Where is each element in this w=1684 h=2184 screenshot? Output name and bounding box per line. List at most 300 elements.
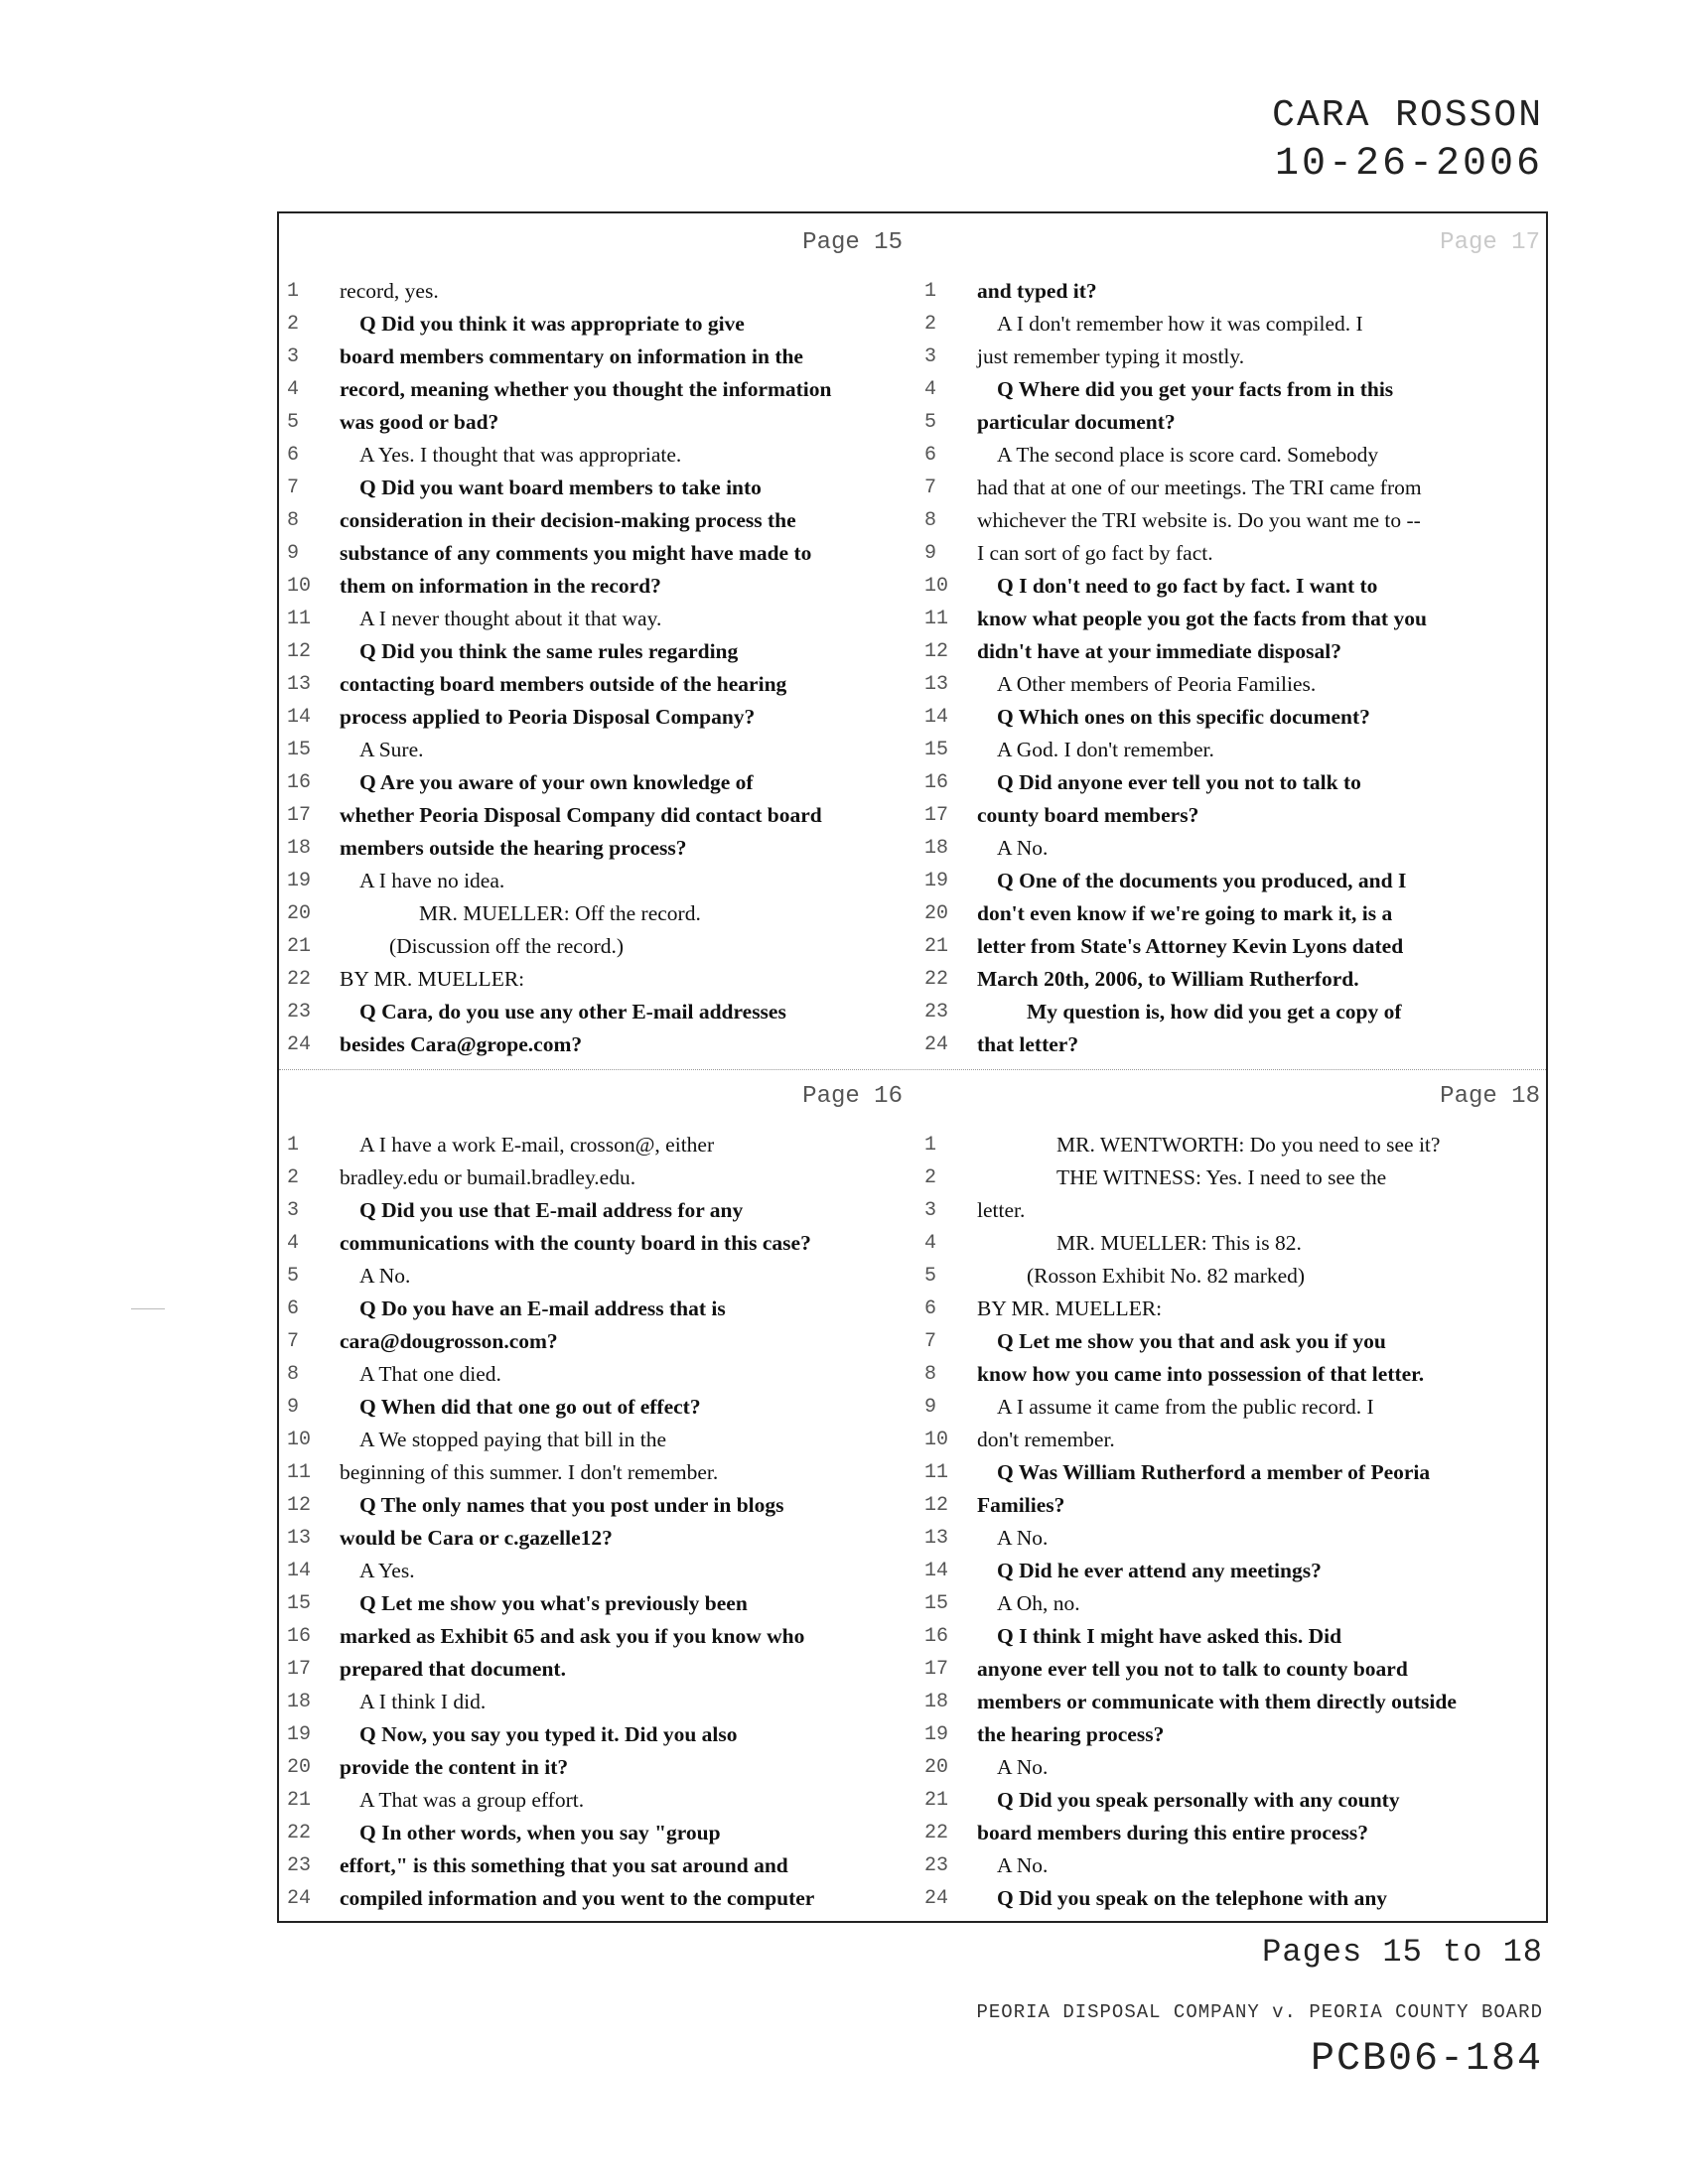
line-number: 22 bbox=[924, 1822, 949, 1844]
transcript-line bbox=[283, 635, 911, 668]
transcript-line bbox=[920, 766, 1548, 799]
line-number: 17 bbox=[287, 1658, 312, 1681]
line-number: 9 bbox=[287, 542, 300, 565]
line-number: 18 bbox=[924, 837, 949, 860]
line-number: 18 bbox=[287, 837, 312, 860]
transcript-line bbox=[283, 1391, 911, 1424]
line-text: them on information in the record? bbox=[340, 574, 661, 598]
line-text: THE WITNESS: Yes. I need to see the bbox=[1056, 1165, 1387, 1189]
transcript-line bbox=[283, 1293, 911, 1325]
line-text: communications with the county board in this case? bbox=[340, 1231, 811, 1255]
line-text: letter from State's Attorney Kevin Lyons dated bbox=[977, 934, 1404, 958]
line-number: 14 bbox=[924, 1560, 949, 1582]
transcript-line bbox=[283, 1653, 911, 1686]
line-text: Q Did you think the same rules regarding bbox=[359, 639, 739, 663]
line-text: just remember typing it mostly. bbox=[977, 344, 1245, 368]
transcript-line bbox=[283, 570, 911, 603]
line-number: 20 bbox=[924, 1756, 949, 1779]
line-text: Q In other words, when you say "group bbox=[359, 1821, 721, 1844]
line-number: 13 bbox=[287, 1527, 312, 1550]
witness-name: CARA ROSSON bbox=[1272, 94, 1543, 137]
line-number: 10 bbox=[924, 575, 949, 598]
transcript-line bbox=[283, 1424, 911, 1456]
transcript-line bbox=[283, 1456, 911, 1489]
transcript-line bbox=[920, 1817, 1548, 1849]
line-text: board members commentary on information in the bbox=[340, 344, 803, 368]
transcript-line bbox=[283, 766, 911, 799]
margin-mark bbox=[131, 1308, 165, 1309]
transcript-line bbox=[920, 897, 1548, 930]
line-number: 10 bbox=[287, 575, 312, 598]
line-number: 1 bbox=[287, 1134, 300, 1157]
line-number: 12 bbox=[287, 1494, 312, 1517]
transcript-line bbox=[920, 406, 1548, 439]
line-text: record, yes. bbox=[340, 279, 439, 303]
line-text: A No. bbox=[997, 836, 1049, 860]
line-number: 21 bbox=[287, 935, 312, 958]
transcript-line bbox=[283, 1882, 911, 1915]
line-number: 9 bbox=[924, 542, 937, 565]
line-text: particular document? bbox=[977, 410, 1176, 434]
line-number: 19 bbox=[924, 1723, 949, 1746]
transcript-line bbox=[920, 1620, 1548, 1653]
line-number: 24 bbox=[287, 1033, 312, 1056]
line-number: 3 bbox=[287, 345, 300, 368]
transcript-line bbox=[283, 341, 911, 373]
transcript-line bbox=[920, 1587, 1548, 1620]
line-number: 14 bbox=[287, 706, 312, 729]
line-text: prepared that document. bbox=[340, 1657, 566, 1681]
transcript-line bbox=[920, 1194, 1548, 1227]
transcript-line bbox=[283, 1555, 911, 1587]
line-text: A I assume it came from the public record. I bbox=[997, 1395, 1374, 1419]
line-number: 20 bbox=[287, 1756, 312, 1779]
transcript-line bbox=[283, 799, 911, 832]
transcript-line bbox=[920, 930, 1548, 963]
transcript-line bbox=[283, 275, 911, 308]
line-number: 16 bbox=[924, 1625, 949, 1648]
transcript-line bbox=[283, 865, 911, 897]
line-text: My question is, how did you get a copy of bbox=[1027, 1000, 1402, 1024]
footer-case-number: PCB06-184 bbox=[1310, 2037, 1543, 2082]
page-15-panel bbox=[283, 219, 911, 1071]
line-number: 24 bbox=[924, 1887, 949, 1910]
transcript-line bbox=[283, 504, 911, 537]
footer-pages: Pages 15 to 18 bbox=[1262, 1934, 1543, 1971]
line-number: 16 bbox=[924, 771, 949, 794]
line-text: consideration in their decision-making process the bbox=[340, 508, 796, 532]
line-text: Q Did you use that E-mail address for any bbox=[359, 1198, 744, 1222]
transcript-line bbox=[920, 734, 1548, 766]
line-number: 24 bbox=[924, 1033, 949, 1056]
line-text: Q Now, you say you typed it. Did you also bbox=[359, 1722, 738, 1746]
line-text: Q Did you speak on the telephone with any bbox=[997, 1886, 1388, 1910]
transcript-line bbox=[920, 1358, 1548, 1391]
line-number: 2 bbox=[924, 313, 937, 336]
line-number: 4 bbox=[924, 378, 937, 401]
line-text: A That one died. bbox=[359, 1362, 501, 1386]
line-number: 22 bbox=[287, 968, 312, 991]
line-number: 17 bbox=[924, 1658, 949, 1681]
transcript-line bbox=[920, 1161, 1548, 1194]
line-text: the hearing process? bbox=[977, 1722, 1165, 1746]
line-text: MR. MUELLER: This is 82. bbox=[1056, 1231, 1302, 1255]
line-text: whichever the TRI website is. Do you want me to -- bbox=[977, 508, 1421, 532]
transcript-line bbox=[920, 1653, 1548, 1686]
transcript-line bbox=[920, 275, 1548, 308]
transcript-line bbox=[920, 570, 1548, 603]
transcript-line bbox=[920, 701, 1548, 734]
transcript-line bbox=[283, 897, 911, 930]
page-label: Page 15 bbox=[802, 229, 903, 256]
transcript-line bbox=[920, 832, 1548, 865]
transcript-line bbox=[920, 603, 1548, 635]
line-text: Q One of the documents you produced, and I bbox=[997, 869, 1407, 892]
line-number: 16 bbox=[287, 1625, 312, 1648]
line-text: bradley.edu or bumail.bradley.edu. bbox=[340, 1165, 636, 1189]
line-number: 7 bbox=[287, 1330, 300, 1353]
line-number: 9 bbox=[924, 1396, 937, 1419]
transcript-line bbox=[920, 1522, 1548, 1555]
line-text: didn't have at your immediate disposal? bbox=[977, 639, 1341, 663]
line-text: Q Did you want board members to take into bbox=[359, 476, 762, 499]
transcript-line bbox=[920, 1129, 1548, 1161]
transcript-line bbox=[920, 1424, 1548, 1456]
line-text: A No. bbox=[997, 1526, 1049, 1550]
line-text: (Rosson Exhibit No. 82 marked) bbox=[1027, 1264, 1306, 1288]
line-text: A Other members of Peoria Families. bbox=[997, 672, 1317, 696]
line-text: Q When did that one go out of effect? bbox=[359, 1395, 701, 1419]
line-number: 19 bbox=[924, 870, 949, 892]
line-number: 4 bbox=[287, 1232, 300, 1255]
transcript-line bbox=[283, 1325, 911, 1358]
line-text: A No. bbox=[359, 1264, 411, 1288]
line-number: 15 bbox=[287, 739, 312, 761]
line-text: A I never thought about it that way. bbox=[359, 607, 662, 630]
transcript-line bbox=[920, 996, 1548, 1028]
line-text: besides Cara@grope.com? bbox=[340, 1032, 583, 1056]
line-text: Q Did anyone ever tell you not to talk to bbox=[997, 770, 1361, 794]
line-text: A God. I don't remember. bbox=[997, 738, 1214, 761]
line-number: 5 bbox=[924, 1265, 937, 1288]
transcript-line bbox=[283, 373, 911, 406]
line-text: don't remember. bbox=[977, 1428, 1115, 1451]
line-text: A I don't remember how it was compiled. I bbox=[997, 312, 1363, 336]
line-text: A That was a group effort. bbox=[359, 1788, 585, 1812]
transcript-line bbox=[920, 373, 1548, 406]
line-number: 15 bbox=[287, 1592, 312, 1615]
line-number: 3 bbox=[924, 345, 937, 368]
footer-case-title: PEORIA DISPOSAL COMPANY v. PEORIA COUNTY BOARD bbox=[976, 2001, 1543, 2023]
line-number: 13 bbox=[924, 1527, 949, 1550]
transcript-lines bbox=[283, 1129, 911, 1915]
line-text: Q Where did you get your facts from in this bbox=[997, 377, 1394, 401]
transcript-line bbox=[283, 1522, 911, 1555]
line-text: BY MR. MUELLER: bbox=[340, 967, 525, 991]
line-text: Families? bbox=[977, 1493, 1065, 1517]
transcript-line bbox=[283, 1686, 911, 1718]
line-number: 2 bbox=[924, 1166, 937, 1189]
line-text: board members during this entire process? bbox=[977, 1821, 1368, 1844]
line-number: 20 bbox=[924, 902, 949, 925]
transcript-line bbox=[920, 668, 1548, 701]
transcript-line bbox=[283, 1161, 911, 1194]
line-number: 8 bbox=[924, 509, 937, 532]
line-text: A Yes. I thought that was appropriate. bbox=[359, 443, 682, 467]
line-number: 1 bbox=[924, 1134, 937, 1157]
line-text: contacting board members outside of the hearing bbox=[340, 672, 787, 696]
line-number: 21 bbox=[287, 1789, 312, 1812]
line-text: Q Do you have an E-mail address that is bbox=[359, 1297, 726, 1320]
line-number: 12 bbox=[924, 1494, 949, 1517]
line-text: A We stopped paying that bill in the bbox=[359, 1428, 666, 1451]
page-label: Page 18 bbox=[1440, 1083, 1540, 1110]
line-text: record, meaning whether you thought the information bbox=[340, 377, 832, 401]
line-number: 3 bbox=[287, 1199, 300, 1222]
line-text: Q The only names that you post under in blogs bbox=[359, 1493, 784, 1517]
line-text: A I have a work E-mail, crosson@, either bbox=[359, 1133, 715, 1157]
transcript-line bbox=[283, 1784, 911, 1817]
transcript-line bbox=[283, 996, 911, 1028]
transcript-line bbox=[920, 341, 1548, 373]
transcript-line bbox=[920, 1325, 1548, 1358]
page-label: Page 17 bbox=[1440, 229, 1540, 256]
line-text: (Discussion off the record.) bbox=[389, 934, 625, 958]
line-text: letter. bbox=[977, 1198, 1026, 1222]
line-text: effort," is this something that you sat around and bbox=[340, 1853, 788, 1877]
transcript-line bbox=[920, 1555, 1548, 1587]
page-16-panel bbox=[283, 1073, 911, 1925]
page-17-panel bbox=[920, 219, 1548, 1071]
transcript-line bbox=[283, 1817, 911, 1849]
line-text: A Sure. bbox=[359, 738, 424, 761]
line-text: BY MR. MUELLER: bbox=[977, 1297, 1163, 1320]
line-text: county board members? bbox=[977, 803, 1199, 827]
line-text: whether Peoria Disposal Company did contact board bbox=[340, 803, 822, 827]
transcript-line bbox=[283, 1358, 911, 1391]
line-number: 16 bbox=[287, 771, 312, 794]
page-label: Page 16 bbox=[802, 1083, 903, 1110]
line-text: cara@dougrosson.com? bbox=[340, 1329, 558, 1353]
line-number: 12 bbox=[287, 640, 312, 663]
line-text: members or communicate with them directly outside bbox=[977, 1690, 1457, 1713]
line-number: 5 bbox=[924, 411, 937, 434]
line-text: Q Let me show you what's previously been bbox=[359, 1591, 748, 1615]
transcript-line bbox=[920, 799, 1548, 832]
line-number: 21 bbox=[924, 1789, 949, 1812]
line-number: 6 bbox=[924, 444, 937, 467]
line-number: 22 bbox=[287, 1822, 312, 1844]
transcript-line bbox=[283, 930, 911, 963]
line-number: 13 bbox=[924, 673, 949, 696]
transcript-line bbox=[283, 406, 911, 439]
line-number: 23 bbox=[287, 1854, 312, 1877]
transcript-line bbox=[920, 1391, 1548, 1424]
line-number: 11 bbox=[924, 608, 949, 630]
line-text: A Oh, no. bbox=[997, 1591, 1080, 1615]
line-text: Q I think I might have asked this. Did bbox=[997, 1624, 1342, 1648]
line-text: March 20th, 2006, to William Rutherford. bbox=[977, 967, 1359, 991]
transcript-line bbox=[283, 734, 911, 766]
transcript-line bbox=[920, 1293, 1548, 1325]
line-number: 12 bbox=[924, 640, 949, 663]
line-text: was good or bad? bbox=[340, 410, 499, 434]
line-text: Q Did he ever attend any meetings? bbox=[997, 1559, 1322, 1582]
transcript-line bbox=[920, 1489, 1548, 1522]
line-text: Q Did you speak personally with any county bbox=[997, 1788, 1400, 1812]
line-text: substance of any comments you might have made to bbox=[340, 541, 812, 565]
line-number: 23 bbox=[287, 1001, 312, 1024]
line-number: 17 bbox=[924, 804, 949, 827]
line-number: 11 bbox=[287, 1461, 312, 1484]
line-number: 11 bbox=[924, 1461, 949, 1484]
transcript-line bbox=[920, 1456, 1548, 1489]
transcript-line bbox=[283, 537, 911, 570]
transcript-line bbox=[920, 1028, 1548, 1061]
line-text: don't even know if we're going to mark it, is a bbox=[977, 901, 1393, 925]
line-number: 4 bbox=[924, 1232, 937, 1255]
transcript-line bbox=[920, 1784, 1548, 1817]
line-number: 7 bbox=[924, 477, 937, 499]
transcript-line bbox=[283, 1028, 911, 1061]
line-text: had that at one of our meetings. The TRI came from bbox=[977, 476, 1422, 499]
line-number: 20 bbox=[287, 902, 312, 925]
line-text: marked as Exhibit 65 and ask you if you know who bbox=[340, 1624, 805, 1648]
line-text: A I have no idea. bbox=[359, 869, 505, 892]
line-number: 8 bbox=[924, 1363, 937, 1386]
line-number: 6 bbox=[287, 444, 300, 467]
line-text: A Yes. bbox=[359, 1559, 415, 1582]
transcript-line bbox=[920, 1849, 1548, 1882]
line-text: MR. WENTWORTH: Do you need to see it? bbox=[1056, 1133, 1441, 1157]
transcript-line bbox=[920, 504, 1548, 537]
transcript-line bbox=[283, 472, 911, 504]
line-number: 9 bbox=[287, 1396, 300, 1419]
line-number: 15 bbox=[924, 1592, 949, 1615]
line-text: know how you came into possession of that letter. bbox=[977, 1362, 1425, 1386]
line-text: I can sort of go fact by fact. bbox=[977, 541, 1213, 565]
line-text: Q Which ones on this specific document? bbox=[997, 705, 1370, 729]
line-text: Q Let me show you that and ask you if you bbox=[997, 1329, 1386, 1353]
line-number: 23 bbox=[924, 1001, 949, 1024]
line-text: MR. MUELLER: Off the record. bbox=[419, 901, 701, 925]
transcript-lines bbox=[920, 275, 1548, 1061]
line-text: that letter? bbox=[977, 1032, 1079, 1056]
line-number: 5 bbox=[287, 1265, 300, 1288]
transcript-line bbox=[920, 1227, 1548, 1260]
transcript-line bbox=[920, 1751, 1548, 1784]
line-number: 19 bbox=[287, 870, 312, 892]
line-number: 7 bbox=[287, 477, 300, 499]
transcript-line bbox=[920, 537, 1548, 570]
line-number: 13 bbox=[287, 673, 312, 696]
transcript-line bbox=[283, 308, 911, 341]
line-number: 18 bbox=[287, 1691, 312, 1713]
line-text: A The second place is score card. Somebody bbox=[997, 443, 1379, 467]
transcript-line bbox=[283, 963, 911, 996]
transcript-line bbox=[283, 1227, 911, 1260]
transcript-line bbox=[283, 1718, 911, 1751]
line-text: provide the content in it? bbox=[340, 1755, 569, 1779]
transcript-line bbox=[283, 668, 911, 701]
transcript-line bbox=[283, 1194, 911, 1227]
line-text: process applied to Peoria Disposal Company? bbox=[340, 705, 756, 729]
line-text: Q I don't need to go fact by fact. I want to bbox=[997, 574, 1378, 598]
line-number: 21 bbox=[924, 935, 949, 958]
transcript-line bbox=[920, 1260, 1548, 1293]
line-number: 15 bbox=[924, 739, 949, 761]
transcript-line bbox=[283, 701, 911, 734]
transcript-line bbox=[920, 1882, 1548, 1915]
line-number: 8 bbox=[287, 1363, 300, 1386]
transcript-line bbox=[283, 832, 911, 865]
line-number: 1 bbox=[924, 280, 937, 303]
transcript-line bbox=[920, 1718, 1548, 1751]
line-number: 10 bbox=[924, 1429, 949, 1451]
deposition-date: 10-26-2006 bbox=[1274, 142, 1543, 187]
line-text: Q Are you aware of your own knowledge of bbox=[359, 770, 754, 794]
line-text: know what people you got the facts from that you bbox=[977, 607, 1427, 630]
line-text: beginning of this summer. I don't remember. bbox=[340, 1460, 719, 1484]
line-number: 7 bbox=[924, 1330, 937, 1353]
transcript-line bbox=[283, 1129, 911, 1161]
line-number: 6 bbox=[287, 1297, 300, 1320]
line-number: 18 bbox=[924, 1691, 949, 1713]
transcript-line bbox=[920, 1686, 1548, 1718]
line-text: Q Did you think it was appropriate to give bbox=[359, 312, 745, 336]
line-number: 1 bbox=[287, 280, 300, 303]
line-number: 10 bbox=[287, 1429, 312, 1451]
line-number: 19 bbox=[287, 1723, 312, 1746]
transcript-line bbox=[920, 472, 1548, 504]
line-text: Q Was William Rutherford a member of Peoria bbox=[997, 1460, 1431, 1484]
line-text: anyone ever tell you not to talk to county board bbox=[977, 1657, 1408, 1681]
transcript-line bbox=[920, 865, 1548, 897]
line-number: 8 bbox=[287, 509, 300, 532]
line-number: 2 bbox=[287, 313, 300, 336]
line-number: 14 bbox=[287, 1560, 312, 1582]
transcript-line bbox=[283, 1587, 911, 1620]
line-number: 4 bbox=[287, 378, 300, 401]
transcript-line bbox=[283, 603, 911, 635]
transcript-line bbox=[283, 1260, 911, 1293]
transcript-line bbox=[920, 308, 1548, 341]
transcript-line bbox=[283, 1489, 911, 1522]
line-number: 17 bbox=[287, 804, 312, 827]
transcript-line bbox=[920, 963, 1548, 996]
transcript-line bbox=[283, 1620, 911, 1653]
transcript-frame bbox=[277, 211, 1548, 1923]
line-number: 14 bbox=[924, 706, 949, 729]
transcript-line bbox=[283, 1849, 911, 1882]
transcript-line bbox=[283, 1751, 911, 1784]
line-text: and typed it? bbox=[977, 279, 1097, 303]
line-number: 23 bbox=[924, 1854, 949, 1877]
line-text: members outside the hearing process? bbox=[340, 836, 687, 860]
transcript-line bbox=[283, 439, 911, 472]
line-text: compiled information and you went to the computer bbox=[340, 1886, 815, 1910]
line-number: 6 bbox=[924, 1297, 937, 1320]
line-number: 5 bbox=[287, 411, 300, 434]
line-text: A No. bbox=[997, 1853, 1049, 1877]
transcript-lines bbox=[283, 275, 911, 1061]
line-number: 2 bbox=[287, 1166, 300, 1189]
line-number: 3 bbox=[924, 1199, 937, 1222]
line-number: 11 bbox=[287, 608, 312, 630]
transcript-lines bbox=[920, 1129, 1548, 1915]
line-number: 22 bbox=[924, 968, 949, 991]
line-text: Q Cara, do you use any other E-mail addresses bbox=[359, 1000, 786, 1024]
